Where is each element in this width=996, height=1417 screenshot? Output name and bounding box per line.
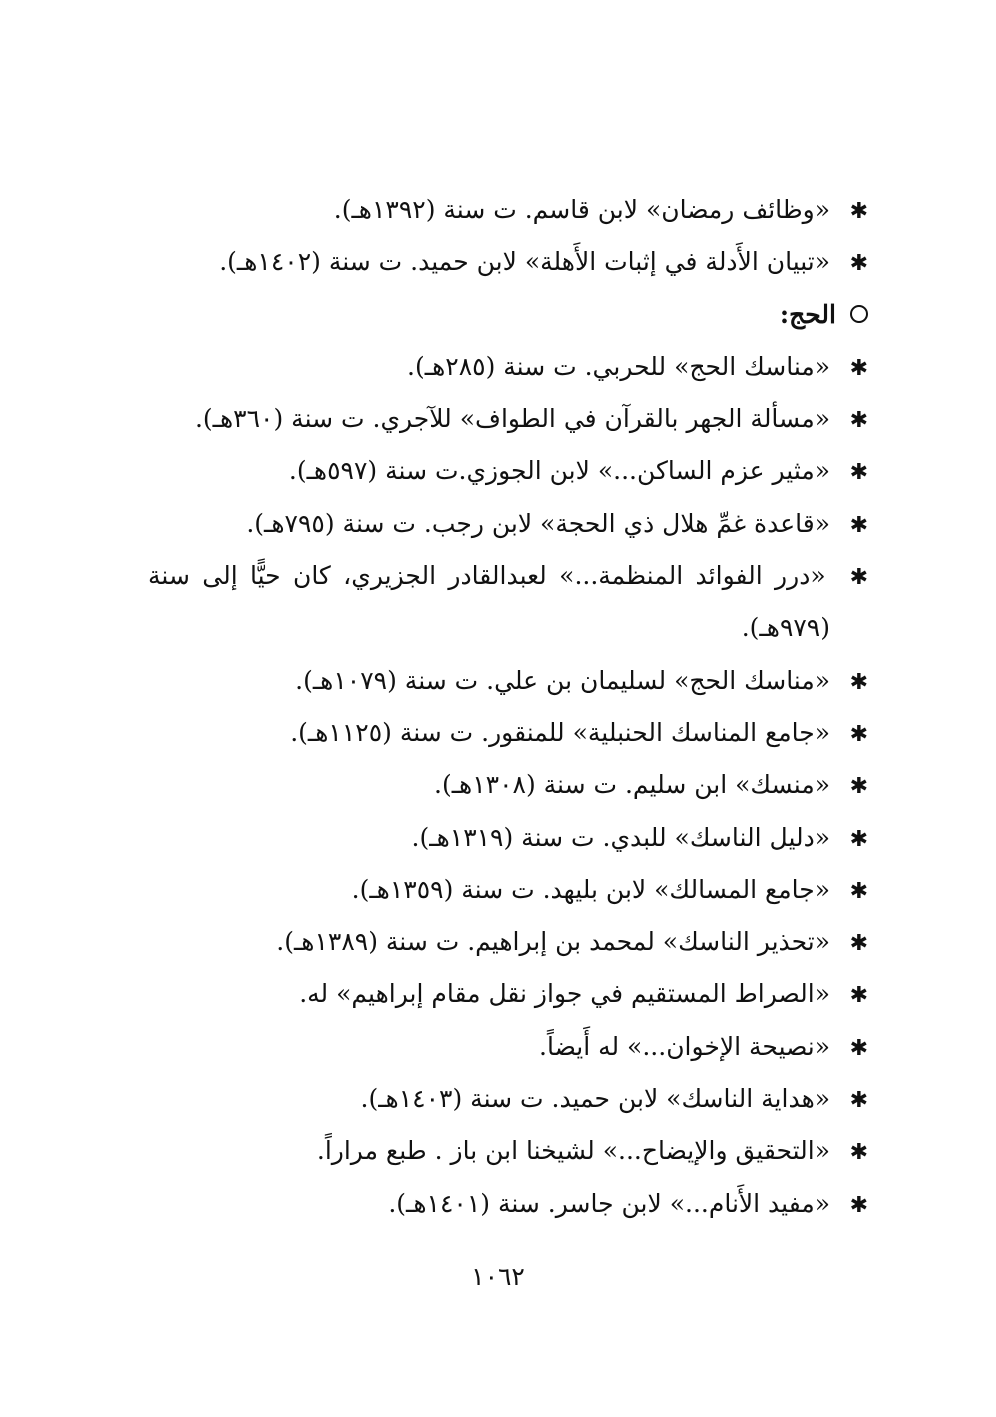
- list-item-text: «جامع المسالك» لابن بليهد. ت سنة (١٣٥٩هـ).: [351, 874, 831, 904]
- page-number: ١٠٦٢: [471, 1262, 525, 1291]
- asterisk-bullet-icon: ✱: [849, 251, 868, 277]
- list-item: [148, 968, 868, 1020]
- circle-bullet-icon: [850, 305, 868, 323]
- list-item: [148, 445, 868, 497]
- asterisk-bullet-icon: ✱: [849, 565, 868, 591]
- asterisk-bullet-icon: ✱: [849, 983, 868, 1009]
- list-item-text: «هداية الناسك» لابن حميد. ت سنة (١٤٠٣هـ).: [360, 1084, 831, 1114]
- list-item-text: «درر الفوائد المنظمة...» لعبدالقادر الجزيري، كان حيًّا إلى سنة: [148, 561, 826, 591]
- list-item-text: «وظائف رمضان» لابن قاسم. ت سنة (١٣٩٢هـ).: [333, 195, 831, 224]
- list-item-text: «مفيد الأَنام...» لابن جاسر. سنة (١٤٠١هـ).: [388, 1188, 831, 1218]
- list-item: [148, 184, 868, 236]
- list-item: [148, 655, 868, 707]
- list-item-text: «مناسك الحج» لسليمان بن علي. ت سنة (١٠٧٩هـ).: [295, 665, 831, 695]
- asterisk-bullet-icon: ✱: [849, 512, 868, 538]
- asterisk-bullet-icon: ✱: [849, 931, 868, 957]
- list-item-text: «تبيان الأَدلة في إثبات الأَهلة» لابن حميد. ت سنة (١٤٠٢هـ).: [219, 247, 831, 277]
- asterisk-bullet-icon: ✱: [849, 408, 868, 434]
- list-item: [148, 341, 868, 393]
- asterisk-bullet-icon: ✱: [849, 826, 868, 852]
- list-item-text: «منسك» ابن سليم. ت سنة (١٣٠٨هـ).: [434, 770, 831, 800]
- list-item-text: «الصراط المستقيم في جواز نقل مقام إبراهيم» له.: [299, 979, 831, 1009]
- list-item-continuation: [148, 602, 868, 654]
- asterisk-bullet-icon: ✱: [849, 460, 868, 486]
- list-item: [148, 1021, 868, 1073]
- bibliography-list: [148, 184, 868, 1230]
- asterisk-bullet-icon: ✱: [849, 721, 868, 747]
- asterisk-bullet-icon: ✱: [849, 1035, 868, 1061]
- asterisk-bullet-icon: ✱: [849, 1140, 868, 1166]
- list-item: [148, 864, 868, 916]
- list-item: [148, 916, 868, 968]
- list-item: [148, 236, 868, 288]
- asterisk-bullet-icon: ✱: [849, 774, 868, 800]
- list-item: [148, 498, 868, 550]
- section-heading-text: الحج:: [779, 299, 836, 329]
- section-heading: [148, 289, 868, 341]
- list-item: [148, 1125, 868, 1177]
- list-item: [148, 1073, 868, 1125]
- list-item-text: «مسألة الجهر بالقرآن في الطواف» للآجري. ت سنة (٣٦٠هـ).: [194, 404, 831, 434]
- list-item: [148, 707, 868, 759]
- list-item: [148, 550, 868, 602]
- asterisk-bullet-icon: ✱: [849, 355, 868, 381]
- list-item: [148, 1178, 868, 1230]
- list-item-text: «التحقيق والإيضاح...» لشيخنا ابن باز . طبع مراراً.: [316, 1136, 831, 1166]
- asterisk-bullet-icon: ✱: [849, 199, 868, 224]
- asterisk-bullet-icon: ✱: [849, 878, 868, 904]
- asterisk-bullet-icon: ✱: [849, 1088, 868, 1114]
- list-item-text: «جامع المناسك الحنبلية» للمنقور. ت سنة (١١٢٥هـ).: [290, 717, 831, 747]
- list-item-text: «قاعدة غمِّ هلال ذي الحجة» لابن رجب. ت سنة (٧٩٥هـ).: [246, 508, 831, 538]
- list-item: [148, 393, 868, 445]
- list-item-text: «مناسك الحج» للحربي. ت سنة (٢٨٥هـ).: [407, 351, 831, 381]
- list-item-text: «نصيحة الإخوان...» له أَيضاً.: [539, 1031, 831, 1061]
- asterisk-bullet-icon: ✱: [849, 669, 868, 695]
- list-item: [148, 759, 868, 811]
- asterisk-bullet-icon: ✱: [849, 1192, 868, 1218]
- list-item-text: «دليل الناسك» للبدي. ت سنة (١٣١٩هـ).: [411, 822, 831, 852]
- list-item: [148, 812, 868, 864]
- list-item-text: (٩٧٩هـ).: [741, 613, 830, 643]
- list-item-text: «تحذير الناسك» لمحمد بن إبراهيم. ت سنة (١٣٨٩هـ).: [276, 927, 831, 957]
- list-item-text: «مثير عزم الساكن...» لابن الجوزي.ت سنة (٥٩٧هـ).: [288, 456, 831, 486]
